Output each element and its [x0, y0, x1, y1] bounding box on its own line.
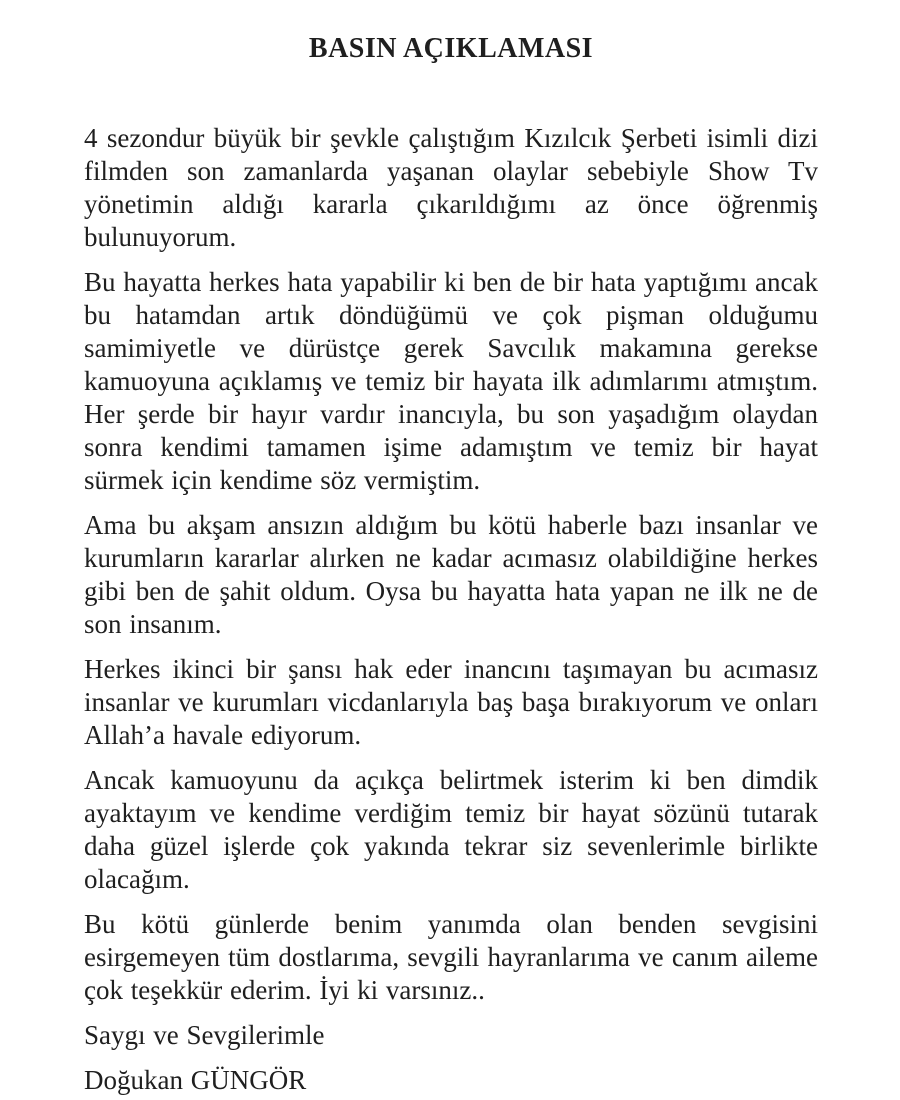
paragraph-5: Ancak kamuoyunu da açıkça belirtmek isterim ki ben dimdik ayaktayım ve kendime verdiğim temiz bir hayat sözünü tutarak daha güzel işlerde çok yakında tekrar siz sevenlerimle birlikte olacağım. [84, 765, 818, 894]
document-title: BASIN AÇIKLAMASI [308, 33, 594, 64]
paragraph-4: Herkes ikinci bir şansı hak eder inancını taşımayan bu acımasız insanlar ve kurumları vicdanlarıyla baş başa bırakıyorum ve onları Allah’a havale ediyorum. [84, 654, 818, 750]
signature-name: Doğukan GÜNGÖR [84, 1065, 307, 1095]
closing-salutation: Saygı ve Sevgilerimle [84, 1020, 325, 1050]
document-body [84, 122, 818, 1097]
paragraph-6: Bu kötü günlerde benim yanımda olan benden sevgisini esirgemeyen tüm dostlarıma, sevgili hayranlarıma ve canım aileme çok teşekkür ederim. İyi ki varsınız.. [84, 909, 818, 1005]
paragraph-2: Bu hayatta herkes hata yapabilir ki ben de bir hata yaptığımı ancak bu hatamdan artık döndüğümü ve çok pişman olduğumu samimiyetle ve dürüstçe gerek Savcılık makamına gerekse kamuoyuna açıklamış ve temiz bir hayata ilk adımlarımı atmıştım. Her şerde bir hayır vardır inancıyla, bu son yaşadığım olaydan sonra kendimi tamamen işime adamıştım ve temiz bir hayat sürmek için kendime söz vermiştim. [84, 267, 818, 495]
paragraph-1: 4 sezondur büyük bir şevkle çalıştığım Kızılcık Şerbeti isimli dizi filmden son zamanlarda yaşanan olaylar sebebiyle Show Tv yönetimin aldığı kararla çıkarıldığımı az önce öğrenmiş bulunuyorum. [84, 123, 818, 252]
paragraph-3: Ama bu akşam ansızın aldığım bu kötü haberle bazı insanlar ve kurumların kararlar alırken ne kadar acımasız olabildiğine herkes gibi ben de şahit oldum. Oysa bu hayatta hata yapan ne ilk ne de son insanım. [84, 510, 818, 639]
